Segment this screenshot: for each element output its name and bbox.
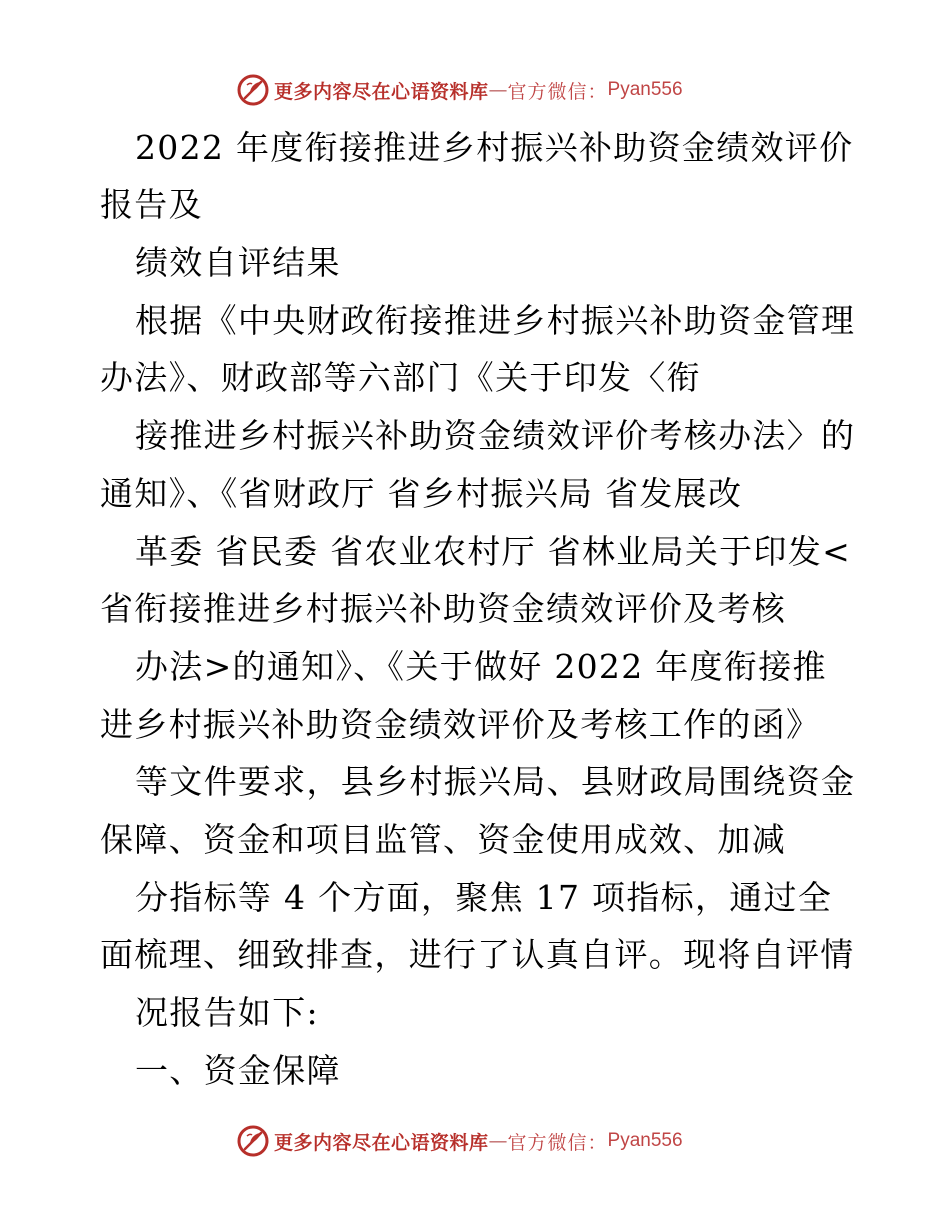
watermark-official-label: 官方微信： — [507, 80, 608, 103]
watermark-brand: 更多内容尽在心语资料库 — [274, 80, 489, 103]
doc-text-line: 进乡村振兴补助资金绩效评价及考核工作的函》 — [100, 705, 821, 744]
doc-text-line: 省衔接推进乡村振兴补助资金绩效评价及考核 — [100, 589, 786, 628]
doc-text-line: 等文件要求，县乡村振兴局、县财政局围绕资金 — [135, 762, 856, 801]
header-watermark — [236, 73, 683, 107]
doc-text-line: 面梳理、细致排查，进行了认真自评。现将自评情 — [100, 935, 855, 974]
doc-title-line: 2022 年度衔接推进乡村振兴补助资金绩效评价 — [135, 128, 854, 167]
doc-title-line: 报告及 — [100, 185, 203, 224]
watermark-separator: — — [488, 79, 508, 101]
watermark-brand: 更多内容尽在心语资料库 — [274, 1131, 489, 1154]
doc-text-line: 革委 省民委 省农业农村厅 省林业局关于印发< — [135, 532, 852, 571]
doc-text-line: 通知》、《省财政厅 省乡村振兴局 省发展改 — [100, 474, 743, 513]
doc-subtitle-line: 绩效自评结果 — [135, 243, 341, 282]
feather-seal-icon — [236, 73, 270, 107]
doc-text-line: 办法>的通知》、《关于做好 2022 年度衔接推 — [135, 647, 827, 686]
doc-text-line: 保障、资金和项目监管、资金使用成效、加减 — [100, 820, 786, 859]
watermark-wechat-id: Pyan556 — [607, 79, 683, 100]
doc-text-line: 分指标等 4 个方面，聚焦 17 项指标，通过全 — [135, 878, 833, 917]
footer-watermark — [236, 1124, 683, 1158]
section-heading: 一、资金保障 — [135, 1051, 341, 1090]
doc-text-line: 根据《中央财政衔接推进乡村振兴补助资金管理 — [135, 301, 856, 340]
feather-seal-icon — [236, 1124, 270, 1158]
watermark-wechat-id: Pyan556 — [607, 1130, 683, 1151]
doc-text-line: 办法》、财政部等六部门《关于印发〈衔 — [100, 358, 701, 397]
doc-text-line: 接推进乡村振兴补助资金绩效评价考核办法〉的 — [135, 416, 856, 455]
doc-text-line: 况报告如下: — [135, 993, 319, 1032]
watermark-official-label: 官方微信： — [507, 1131, 608, 1154]
watermark-separator: — — [488, 1130, 508, 1152]
